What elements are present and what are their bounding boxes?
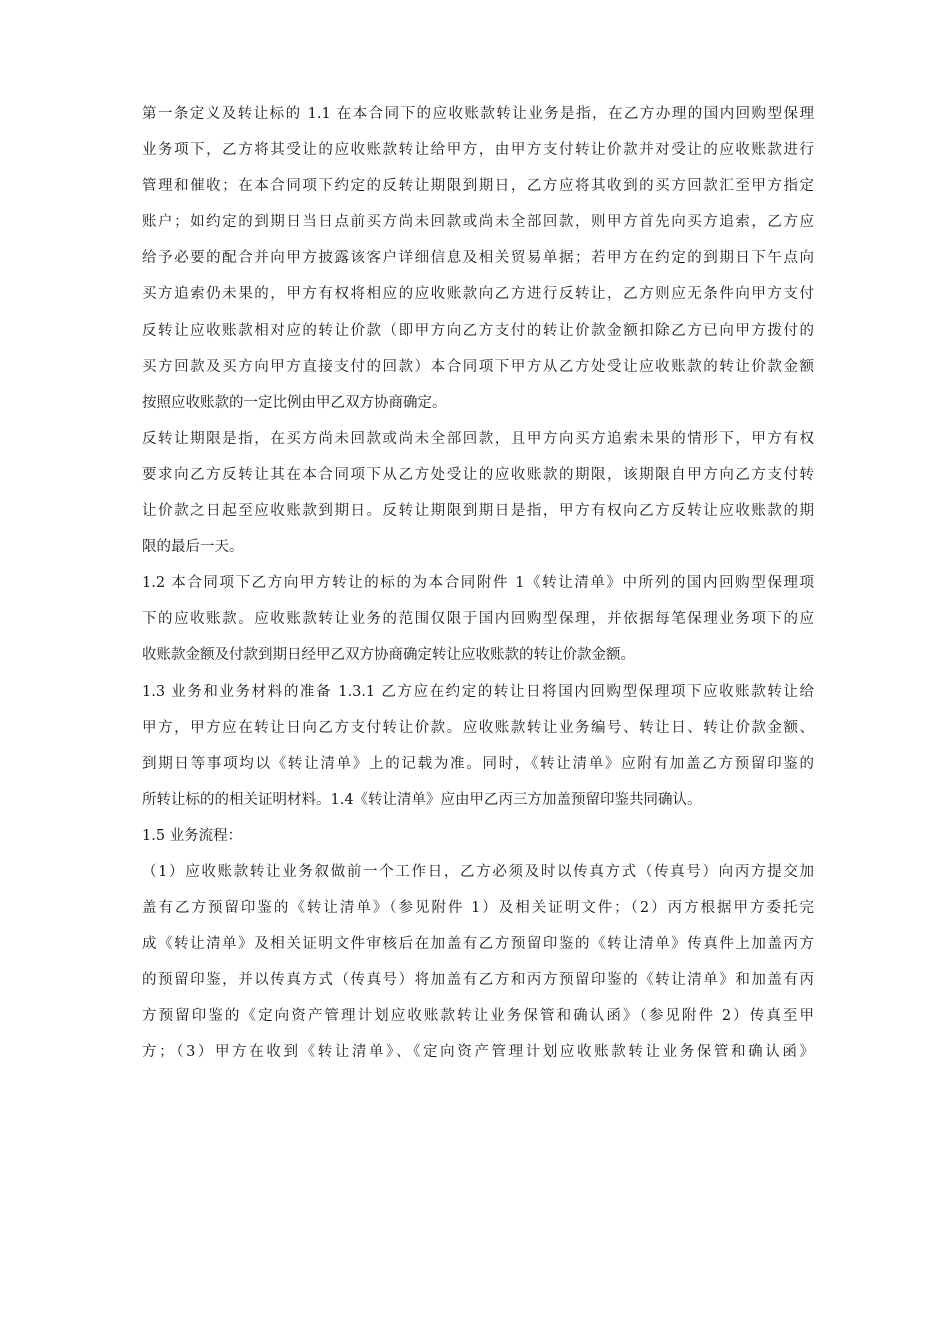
text-line: 按照应收账款的一定比例由甲乙双方协商确定。: [142, 394, 447, 411]
text-line: 账户；如约定的到期日当日点前买方尚未回款或尚未全部回款，则甲方首先向买方追索，乙方应: [142, 214, 814, 231]
text-line: 下的应收账款。应收账款转让业务的范围仅限于国内回购型保理，并依据每笔保理业务项下的应: [142, 611, 814, 628]
text-line: 方；（3）甲方在收到《转让清单》、《定向资产管理计划应收账款转让业务保管和确认函》: [142, 1044, 814, 1061]
text-line: 成《转让清单》及相关证明文件审核后在加盖有乙方预留印鉴的《转让清单》传真件上加盖丙方: [142, 936, 814, 953]
text-line: 1.5 业务流程：: [142, 827, 243, 844]
contract-text-body: [142, 96, 814, 1071]
text-line: （1）应收账款转让业务叙做前一个工作日，乙方必须及时以传真方式（传真号）向丙方提交加: [142, 863, 814, 880]
text-line: 所转让标的的相关证明材料。1.4《转让清单》应由甲乙丙三方加盖预留印鉴共同确认。: [142, 791, 702, 808]
text-line: 反转让应收账款相对应的转让价款（即甲方向乙方支付的转让价款金额扣除乙方已向甲方拨付的: [142, 322, 814, 339]
text-line: 收账款金额及付款到期日经甲乙双方协商确定转让应收账款的转让价款金额。: [142, 647, 635, 664]
text-line: 盖有乙方预留印鉴的《转让清单》（参见附件 1）及相关证明文件；（2）丙方根据甲方委托完: [142, 900, 814, 917]
text-line: 甲方，甲方应在转让日向乙方支付转让价款。应收账款转让业务编号、转让日、转让价款金额、: [142, 719, 814, 736]
text-line: 限的最后一天。: [142, 539, 244, 556]
text-line: 买方追索仍未果的，甲方有权将相应的应收账款向乙方进行反转让，乙方则应无条件向甲方支付: [142, 286, 814, 303]
text-line: 给予必要的配合并向甲方披露该客户详细信息及相关贸易单据；若甲方在约定的到期日下午点向: [142, 250, 814, 267]
text-line: 1.3 业务和业务材料的准备 1.3.1 乙方应在约定的转让日将国内回购型保理项下应收账款转让给: [142, 683, 814, 700]
text-line: 业务项下，乙方将其受让的应收账款转让给甲方，由甲方支付转让价款并对受让的应收账款进行: [142, 142, 814, 159]
text-line: 管理和催收；在本合同项下约定的反转让期限到期日，乙方应将其收到的买方回款汇至甲方指定: [142, 178, 814, 195]
text-line: 要求向乙方反转让其在本合同项下从乙方处受让的应收账款的期限，该期限自甲方向乙方支付转: [142, 466, 814, 483]
text-line: 的预留印鉴，并以传真方式（传真号）将加盖有乙方和丙方预留印鉴的《转让清单》和加盖有丙: [142, 972, 814, 989]
text-line: 第一条定义及转让标的 1.1 在本合同下的应收账款转让业务是指，在乙方办理的国内回购型保理: [142, 106, 814, 122]
text-line: 反转让期限是指，在买方尚未回款或尚未全部回款，且甲方向买方追索未果的情形下，甲方有权: [142, 430, 814, 447]
text-line: 1.2 本合同项下乙方向甲方转让的标的为本合同附件 1《转让清单》中所列的国内回购型保理项: [142, 575, 814, 592]
text-line: 到期日等事项均以《转让清单》上的记载为准。同时，《转让清单》应附有加盖乙方预留印鉴的: [142, 755, 814, 772]
text-line: 方预留印鉴的《定向资产管理计划应收账款转让业务保管和确认函》（参见附件 2）传真至甲: [142, 1008, 814, 1025]
text-line: 买方回款及买方向甲方直接支付的回款）本合同项下甲方从乙方处受让应收账款的转让价款金额: [142, 358, 814, 375]
text-line: 让价款之日起至应收账款到期日。反转让期限到期日是指，甲方有权向乙方反转让应收账款的期: [142, 503, 814, 520]
